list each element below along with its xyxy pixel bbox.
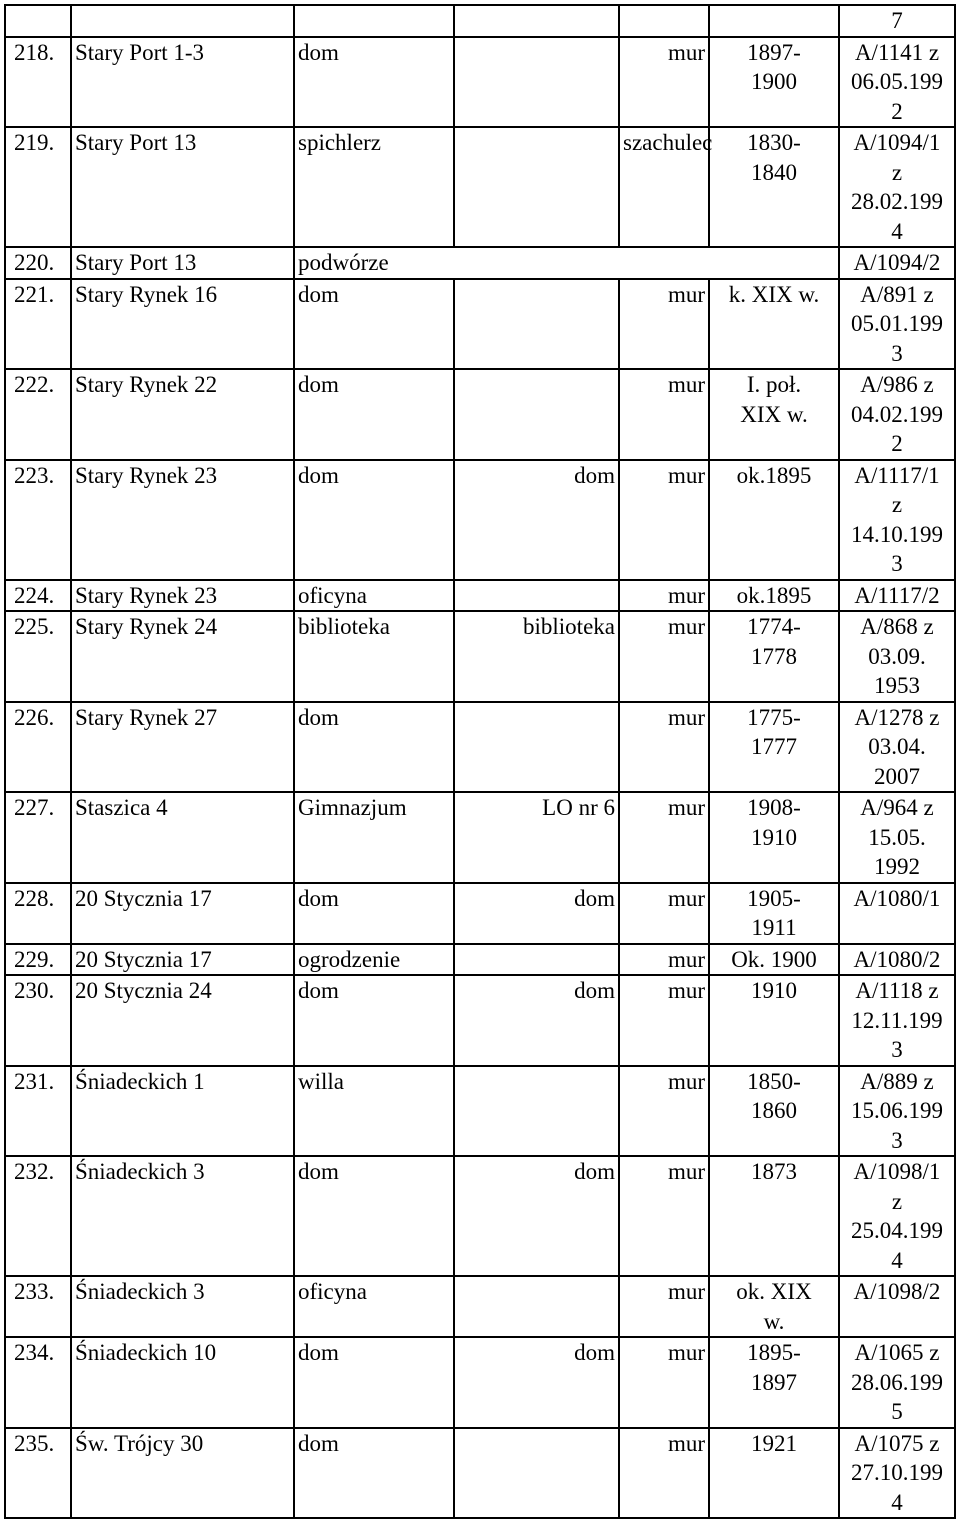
cell-address: Stary Port 1-3 xyxy=(71,37,294,128)
cell-material: mur xyxy=(619,1337,709,1428)
cell-date: k. XIX w. xyxy=(709,279,839,370)
cell-object: dom xyxy=(294,279,454,370)
cell-material: mur xyxy=(619,883,709,944)
cell-object: dom xyxy=(294,702,454,793)
cell-date: I. poł. XIX w. xyxy=(709,369,839,460)
cell-address: Stary Rynek 24 xyxy=(71,611,294,702)
cell-object: dom xyxy=(294,975,454,1066)
table-row xyxy=(5,37,955,128)
cell-material: mur xyxy=(619,369,709,460)
cell-date: ok. XIX w. xyxy=(709,1276,839,1337)
cell-date: 1921 xyxy=(709,1428,839,1519)
cell-number: 218. xyxy=(5,37,71,128)
cell-address: Stary Rynek 23 xyxy=(71,580,294,612)
cell-register: A/1065 z 28.06.199 5 xyxy=(839,1337,955,1428)
cell-register: A/891 z 05.01.199 3 xyxy=(839,279,955,370)
cell-date: 1897- 1900 xyxy=(709,37,839,128)
cell-empty xyxy=(294,5,454,37)
cell-number: 229. xyxy=(5,944,71,976)
cell-material: mur xyxy=(619,792,709,883)
cell-function xyxy=(454,1428,619,1519)
cell-object: dom xyxy=(294,460,454,580)
cell-function: dom xyxy=(454,1337,619,1428)
cell-material: mur xyxy=(619,702,709,793)
cell-empty xyxy=(5,5,71,37)
table-row xyxy=(5,580,955,612)
cell-date: ok.1895 xyxy=(709,580,839,612)
cell-register: A/964 z 15.05. 1992 xyxy=(839,792,955,883)
cell-object: dom xyxy=(294,1428,454,1519)
cell-number: 233. xyxy=(5,1276,71,1337)
table-row xyxy=(5,279,955,370)
cell-register: A/1117/2 xyxy=(839,580,955,612)
table-row xyxy=(5,1066,955,1157)
cell-number: 223. xyxy=(5,460,71,580)
cell-function: dom xyxy=(454,1156,619,1276)
cell-object: oficyna xyxy=(294,580,454,612)
cell-number: 227. xyxy=(5,792,71,883)
cell-date: 1830- 1840 xyxy=(709,127,839,247)
cell-material: mur xyxy=(619,580,709,612)
cell-function: dom xyxy=(454,975,619,1066)
cell-material: mur xyxy=(619,1066,709,1157)
cell-function xyxy=(454,1066,619,1157)
cell-address: 20 Stycznia 17 xyxy=(71,883,294,944)
cell-function: dom xyxy=(454,883,619,944)
cell-register: A/1117/1 z 14.10.199 3 xyxy=(839,460,955,580)
cell-material: mur xyxy=(619,1428,709,1519)
table-row xyxy=(5,1428,955,1519)
cell-date: 1850- 1860 xyxy=(709,1066,839,1157)
cell-date: 1905- 1911 xyxy=(709,883,839,944)
table-row xyxy=(5,792,955,883)
cell-material: szachulec xyxy=(619,127,709,247)
cell-material: mur xyxy=(619,1156,709,1276)
table-row xyxy=(5,1156,955,1276)
cell-register: A/889 z 15.06.199 3 xyxy=(839,1066,955,1157)
cell-address: Stary Rynek 16 xyxy=(71,279,294,370)
cell-number: 220. xyxy=(5,247,71,279)
table-body xyxy=(5,5,955,1518)
table-row xyxy=(5,1276,955,1337)
cell-object: dom xyxy=(294,1156,454,1276)
cell-address: Śniadeckich 3 xyxy=(71,1156,294,1276)
cell-register: A/986 z 04.02.199 2 xyxy=(839,369,955,460)
cell-function xyxy=(454,1276,619,1337)
cell-number: 225. xyxy=(5,611,71,702)
cell-address: Śniadeckich 3 xyxy=(71,1276,294,1337)
cell-address: Stary Port 13 xyxy=(71,247,294,279)
cell-object: dom xyxy=(294,369,454,460)
cell-number: 224. xyxy=(5,580,71,612)
table-row xyxy=(5,5,955,37)
cell-date: 1895- 1897 xyxy=(709,1337,839,1428)
cell-function xyxy=(454,702,619,793)
cell-material: mur xyxy=(619,944,709,976)
cell-address: Stary Port 13 xyxy=(71,127,294,247)
cell-address: 20 Stycznia 17 xyxy=(71,944,294,976)
cell-register: A/1278 z 03.04. 2007 xyxy=(839,702,955,793)
cell-address: 20 Stycznia 24 xyxy=(71,975,294,1066)
cell-date: 1908- 1910 xyxy=(709,792,839,883)
cell-function: LO nr 6 xyxy=(454,792,619,883)
cell-date: 1774- 1778 xyxy=(709,611,839,702)
cell-register: A/1098/2 xyxy=(839,1276,955,1337)
cell-empty xyxy=(709,5,839,37)
cell-number: 235. xyxy=(5,1428,71,1519)
cell-material: mur xyxy=(619,975,709,1066)
table-row xyxy=(5,611,955,702)
cell-function xyxy=(454,369,619,460)
cell-function xyxy=(454,127,619,247)
cell-object: dom xyxy=(294,37,454,128)
cell-function xyxy=(454,279,619,370)
cell-function: biblioteka xyxy=(454,611,619,702)
cell-address: Śniadeckich 10 xyxy=(71,1337,294,1428)
monument-register-table xyxy=(4,4,956,1519)
table-row xyxy=(5,944,955,976)
cell-register: A/1080/1 xyxy=(839,883,955,944)
cell-number: 228. xyxy=(5,883,71,944)
cell-address: Stary Rynek 27 xyxy=(71,702,294,793)
cell-date: 1910 xyxy=(709,975,839,1066)
cell-function xyxy=(454,37,619,128)
cell-number: 234. xyxy=(5,1337,71,1428)
cell-empty xyxy=(619,5,709,37)
cell-date: 1873 xyxy=(709,1156,839,1276)
cell-object: willa xyxy=(294,1066,454,1157)
cell-object: podwórze xyxy=(294,247,839,279)
cell-function: dom xyxy=(454,460,619,580)
cell-register: A/1075 z 27.10.199 4 xyxy=(839,1428,955,1519)
cell-number: 226. xyxy=(5,702,71,793)
cell-material: mur xyxy=(619,1276,709,1337)
cell-number: 232. xyxy=(5,1156,71,1276)
cell-date: 1775- 1777 xyxy=(709,702,839,793)
cell-object: ogrodzenie xyxy=(294,944,454,976)
cell-register: A/1118 z 12.11.199 3 xyxy=(839,975,955,1066)
cell-function xyxy=(454,944,619,976)
cell-object: oficyna xyxy=(294,1276,454,1337)
cell-register: A/1094/2 xyxy=(839,247,955,279)
cell-register: A/1141 z 06.05.199 2 xyxy=(839,37,955,128)
cell-object: dom xyxy=(294,883,454,944)
cell-date: Ok. 1900 xyxy=(709,944,839,976)
cell-address: Św. Trójcy 30 xyxy=(71,1428,294,1519)
cell-empty xyxy=(71,5,294,37)
table-row xyxy=(5,1337,955,1428)
cell-register: A/1098/1 z 25.04.199 4 xyxy=(839,1156,955,1276)
table-row xyxy=(5,127,955,247)
cell-number: 222. xyxy=(5,369,71,460)
cell-object: dom xyxy=(294,1337,454,1428)
cell-address: Staszica 4 xyxy=(71,792,294,883)
cell-number: 219. xyxy=(5,127,71,247)
cell-material: mur xyxy=(619,611,709,702)
cell-register: A/1080/2 xyxy=(839,944,955,976)
cell-number: 230. xyxy=(5,975,71,1066)
cell-object: spichlerz xyxy=(294,127,454,247)
table-row xyxy=(5,460,955,580)
cell-address: Stary Rynek 22 xyxy=(71,369,294,460)
cell-material: mur xyxy=(619,37,709,128)
cell-material: mur xyxy=(619,279,709,370)
cell-register-fragment: 7 xyxy=(839,5,955,37)
cell-address: Śniadeckich 1 xyxy=(71,1066,294,1157)
table-row xyxy=(5,702,955,793)
cell-address: Stary Rynek 23 xyxy=(71,460,294,580)
table-row xyxy=(5,975,955,1066)
cell-object: Gimnazjum xyxy=(294,792,454,883)
table-row xyxy=(5,883,955,944)
cell-number: 221. xyxy=(5,279,71,370)
table-row xyxy=(5,247,955,279)
cell-empty xyxy=(454,5,619,37)
cell-date: ok.1895 xyxy=(709,460,839,580)
cell-material: mur xyxy=(619,460,709,580)
table-row xyxy=(5,369,955,460)
cell-number: 231. xyxy=(5,1066,71,1157)
cell-function xyxy=(454,580,619,612)
cell-object: biblioteka xyxy=(294,611,454,702)
cell-register: A/1094/1 z 28.02.199 4 xyxy=(839,127,955,247)
cell-register: A/868 z 03.09. 1953 xyxy=(839,611,955,702)
